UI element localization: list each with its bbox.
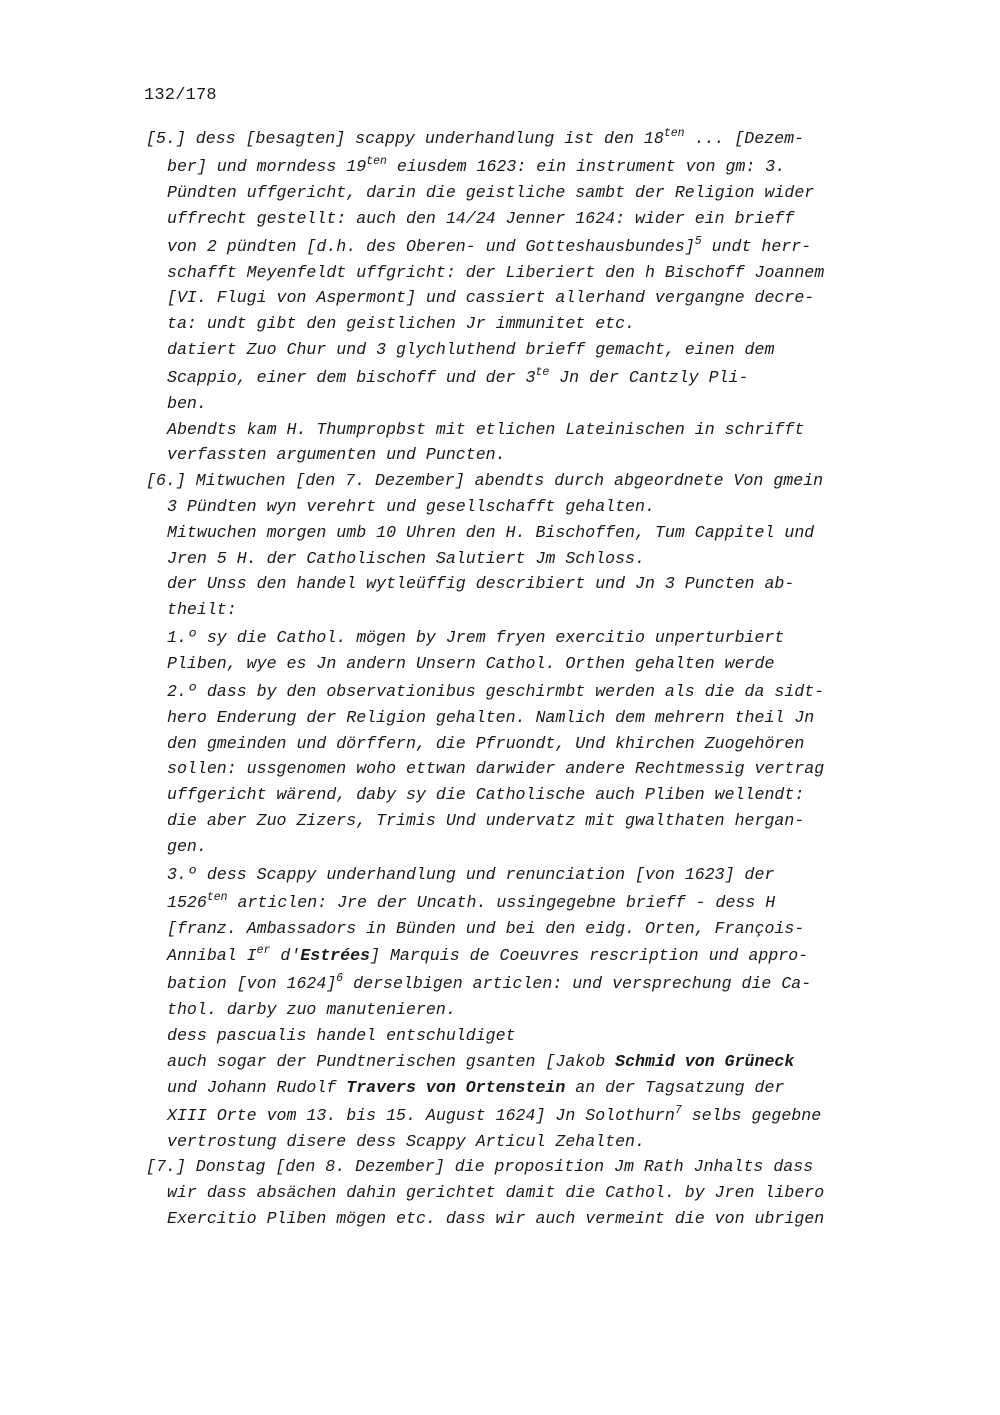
text-line [146,124,906,152]
superscript: ten [663,127,685,140]
text-run: vertrostung disere dess Scappy Articul Zehalten. [167,1131,645,1151]
text-line [146,285,906,311]
text-run: articlen: Jre der Uncath. ussingegebne brieff - dess H [227,892,776,912]
text-run: datiert Zuo Chur und 3 glychluthend brieff gemacht, einen dem [167,339,775,359]
superscript: ten [206,890,228,904]
text-run: wir dass absächen dahin gerichtet damit die Cathol. by Jren libero [167,1183,825,1203]
superscript: ten [366,155,387,168]
text-run: gen. [167,836,207,856]
text-run: Jn der Cantzly Pli- [549,367,749,387]
text-run: [6.] Mitwuchen [den 7. Dezember] abendts durch abgeordnete Von gmein [146,471,824,491]
text-run: den gmeinden und dörffern, die Pfruondt, Und khirchen Zuogehören [167,733,805,753]
text-line [146,337,906,363]
text-line [146,731,906,757]
text-run: [5.] dess [besagten] scappy underhandlung ist den 18 [146,129,664,148]
text-line [146,756,906,782]
text-run: Scappio, einer dem bischoff und der 3 [167,367,536,387]
text-run: ber] und morndess 19 [167,157,367,176]
text-line [146,232,906,260]
text-line [146,1129,906,1155]
superscript: er [256,944,271,958]
text-run: Pliben, wye es Jn andern Unsern Cathol. Orthen gehalten werde [167,653,775,673]
text-run: thol. darby zuo manutenieren. [167,1000,456,1020]
superscript: te [535,365,550,379]
text-line [146,1206,906,1232]
text-run: Exercitio Pliben mögen etc. dass wir auch vermeint die von ubrigen [167,1208,825,1228]
text-run: [franz. Ambassadors in Bünden und bei den eidg. Orten, François- [167,918,805,938]
text-line [146,651,906,677]
text-line [146,808,906,834]
superscript: 6 [336,972,344,986]
text-run: 1526 [167,892,207,912]
text-run: undt herr- [701,236,812,256]
text-run: derselbigen articlen: und versprechung die Ca- [343,974,812,994]
text-line [146,705,906,731]
text-run: uffrecht gestellt: auch den 14/24 Jenner 1624: wider ein brieff [167,208,795,228]
text-line [146,677,906,705]
text-run: auch sogar der Pundtnerischen gsanten [Jakob [167,1051,616,1071]
text-line [146,1049,906,1075]
text-line [146,546,906,572]
text-line [146,206,906,232]
bold-name: Travers von Ortenstein [346,1077,566,1097]
superscript: 5 [694,234,702,248]
text-run: 3.º dess Scappy underhandlung und renunciation [von 1623] der [167,864,775,884]
text-line [146,417,906,443]
text-run: und Johann Rudolf [167,1077,347,1097]
text-run: Jren 5 H. der Catholischen Salutiert Jm Schloss. [167,548,645,568]
text-run: Abendts kam H. Thumpropbst mit etlichen Lateinischen in schrifft [167,419,805,439]
text-run: selbs gegebne [681,1105,822,1125]
text-run: [VI. Flugi von Aspermont] und cassiert allerhand vergangne decre- [167,288,815,308]
bold-name: Schmid von Grüneck [615,1051,795,1071]
text-line [146,1075,906,1101]
text-run: schafft Meyenfeldt uffgricht: der Liberiert den h Bischoff Joannem [167,262,825,282]
text-line [146,969,906,997]
text-run: ta: undt gibt den geistlichen Jr immunitet etc. [167,314,636,334]
text-line [146,391,906,417]
text-line [146,494,906,520]
text-run: Annibal I [167,946,257,966]
text-run: ] Marquis de Coeuvres rescription und appro- [370,946,809,966]
text-run: ... [Dezem- [684,129,805,148]
text-run: d' [270,946,301,966]
text-line [146,442,906,468]
text-run: [7.] Donstag [den 8. Dezember] die proposition Jm Rath Jnhalts dass [146,1157,814,1177]
text-line [146,860,906,888]
text-line [146,997,906,1023]
bold-name: Estrées [300,946,371,966]
page-number: 132/178 [144,86,217,105]
text-run: verfassten argumenten und Puncten. [167,445,506,465]
text-line [146,916,906,942]
text-run: uffgericht wärend, daby sy die Catholische auch Pliben wellendt: [167,785,805,805]
text-run: eiusdem 1623: ein instrument von gm: 3. [386,157,786,176]
text-line [146,180,906,206]
text-line [146,597,906,623]
text-line [146,782,906,808]
text-run: bation [von 1624] [167,974,337,994]
text-run: Mitwuchen morgen umb 10 Uhren den H. Bischoffen, Tum Cappitel und [167,522,815,542]
text-run: XIII Orte vom 13. bis 15. August 1624] Jn Solothurn [167,1105,675,1125]
text-line [146,834,906,860]
text-run: Pündten uffgericht, darin die geistliche sambt der Religion wider [167,183,815,202]
text-line [146,1101,906,1129]
text-line [146,311,906,337]
text-line [146,152,906,180]
superscript: 7 [674,1103,682,1117]
text-line [146,941,906,969]
text-line [146,363,906,391]
text-line [146,1180,906,1206]
document-text [146,124,906,1232]
text-run: der Unss den handel wytleüffig describiert und Jn 3 Puncten ab- [167,574,795,594]
text-line [146,520,906,546]
text-line [146,623,906,651]
text-run: an der Tagsatzung der [565,1077,785,1097]
text-run: theilt: [167,600,237,620]
text-run: 3 Pündten wyn verehrt und gesellschafft gehalten. [167,496,655,516]
text-line [146,888,906,916]
text-run: sollen: ussgenomen woho ettwan darwider andere Rechtmessig vertrag [167,759,825,779]
text-run: 1.º sy die Cathol. mögen by Jrem fryen exercitio unperturbiert [167,627,785,647]
text-line [146,260,906,286]
text-run: dess pascualis handel entschuldiget [167,1026,516,1046]
text-line [146,571,906,597]
text-run: die aber Zuo Zizers, Trimis Und undervatz mit gwalthaten hergan- [167,810,805,830]
text-run: von 2 pündten [d.h. des Oberen- und Gotteshausbundes] [167,236,695,256]
text-run: 2.º dass by den observationibus geschirmbt werden als die da sidt- [167,681,825,701]
text-line [146,1154,906,1180]
text-run: ben. [167,393,207,413]
text-line [146,468,906,494]
text-line [146,1023,906,1049]
text-run: hero Enderung der Religion gehalten. Namlich dem mehrern theil Jn [167,707,815,727]
